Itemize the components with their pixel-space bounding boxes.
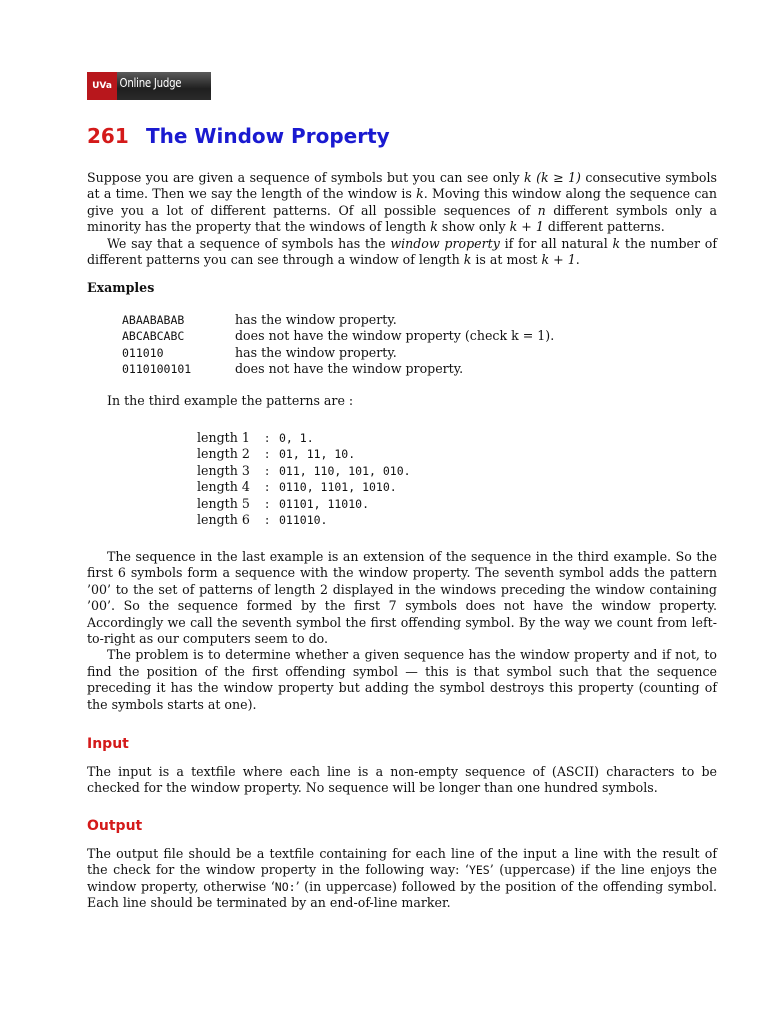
input-section xyxy=(87,764,717,797)
intro-paragraph-1: Suppose you are given a sequence of symbols but you can see only k (k ≥ 1) consecutive symbols at a time. Then we say the length of the window is k. Moving this window along the sequence can give you a lot of different patterns. Of all possible sequences of n different symbols only a minority has the property that the windows of length k show only k + 1 different patterns. xyxy=(87,170,718,235)
patterns-table xyxy=(197,430,597,528)
intro-section xyxy=(87,170,717,268)
problem-name: The Window Property xyxy=(146,124,390,148)
pattern-row: length 5 : 01101, 11010. xyxy=(197,495,370,511)
intro-paragraph-2: We say that a sequence of symbols has the window property if for all natural k the number of different patterns you can see through a window of length k is at most k + 1. xyxy=(87,235,717,268)
third-example-intro: In the third example the patterns are : xyxy=(107,393,354,408)
pattern-row: length 3 : 011, 110, 101, 010. xyxy=(197,462,411,478)
problem-title xyxy=(87,124,390,148)
pattern-row: length 4 : 0110, 1101, 1010. xyxy=(197,479,397,495)
examples-table xyxy=(122,312,682,378)
example-row: 0110100101 does not have the window property. xyxy=(122,361,464,377)
example-row: 011010 has the window property. xyxy=(122,344,397,360)
logo-badge: UVa xyxy=(87,72,117,100)
pattern-row: length 6 : 011010. xyxy=(197,512,328,528)
output-text: The output file should be a textfile containing for each line of the input a line with the result of the check for the window property in the following way: ‘YES’ (uppercase) if the line enjoys the window property, otherwise ‘NO:’ (in uppercase) followed by the position of the offending symbol. Each line should be terminated by an end-of-line marker. xyxy=(87,846,717,911)
discussion-paragraph-2: The problem is to determine whether a given sequence has the window property and if not, to find the position of the first offending symbol — this is that symbol such that the sequence preceding it has the window property but adding the symbol destroys this property (counting of the symbols starts at one). xyxy=(87,647,717,712)
example-row: ABAABABAB has the window property. xyxy=(122,312,397,327)
input-heading: Input xyxy=(87,736,129,752)
problem-number: 261 xyxy=(87,124,129,148)
example-row: ABCABCABC does not have the window property (check k = 1). xyxy=(122,328,555,344)
output-heading: Output xyxy=(87,818,143,834)
pattern-row: length 1 : 0, 1. xyxy=(197,430,314,445)
uva-online-judge-logo xyxy=(87,72,211,100)
logo-text: Online Judge xyxy=(119,76,182,90)
examples-heading: Examples xyxy=(87,280,155,295)
output-section xyxy=(87,846,717,912)
discussion-section xyxy=(87,549,717,713)
pattern-row: length 2 : 01, 11, 10. xyxy=(197,446,356,462)
input-text: The input is a textfile where each line is a non-empty sequence of (ASCII) characters to be checked for the window property. No sequence will be longer than one hundred symbols. xyxy=(87,764,717,796)
discussion-paragraph-1: The sequence in the last example is an extension of the sequence in the third example. So the first 6 symbols form a sequence with the window property. The seventh symbol adds the pattern ’00’ to the set of patterns of length 2 displayed in the windows preceding the window containing ’00’. So the sequence formed by the first 7 symbols does not have the window property. Accordingly we call the seventh symbol the first offending symbol. By the way we count from left-to-right as our computers seem to do. xyxy=(87,549,717,647)
